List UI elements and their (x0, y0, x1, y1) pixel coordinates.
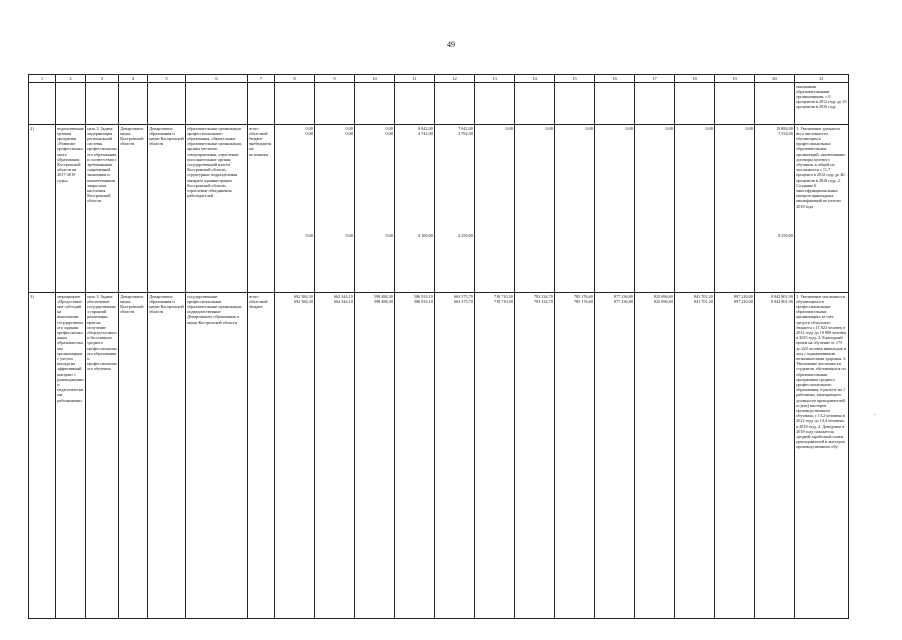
column-number: 15 (555, 75, 595, 83)
funding-value: 586 933,10 (413, 293, 433, 299)
expected-results: 1. Увеличение численности обучающихся в профессиональных образовательных организациях за счет средств областного бюджета с 11 023 человек в 2012 году до 10 900 человек в 2025 году. 2. Ежегодный прием на обучение от 175 до 220 человек инвалидов и лиц с ограниченными возможностями здоровья. 3. Увеличение численности студентов, обучающихся по образовательным программам среднего профессионального образования, в расчете на 1 работника, замещающего должности преподавателей и (или) мастеров производственного обучения, с 13,2 человека в 2012 году до 14,4 человека в 2018 году. 4. Доведение в 2018 году показателя средней заработной платы преподавателей и мастеров производственного обу- (795, 293, 849, 619)
funding-value-cell (515, 293, 555, 619)
funding-sources (248, 125, 275, 293)
funding-value-cell (675, 293, 715, 619)
expected-results: 1. Увеличение удельного веса численности обучающихся профессиональных образовательных организаций, заключивших договоры целевого обучения, в общей их численности с 11,7 процента в 2012 году до 40 процентов в 2018 году. 2. Создание 6 многофункциональных центров прикладных квалификаций по итогам 2018 года (795, 125, 849, 293)
funding-value-cell (435, 125, 475, 293)
funding-value: 4 250,00 (458, 232, 473, 238)
funding-value: 7 534,00 (778, 130, 793, 136)
funding-source-label: внебюджетные источники (249, 141, 272, 157)
margin-mark: - (874, 412, 876, 418)
funding-value-cell (355, 125, 395, 293)
column-number: 3 (86, 75, 119, 83)
funding-value: 7 042,00 (458, 125, 473, 131)
funding-value: 785 176,60 (573, 298, 593, 304)
column-number: 19 (715, 75, 755, 83)
funding-value-cell (475, 125, 515, 293)
funding-value: 15 884,00 (776, 125, 793, 131)
funding-value: 793 334,70 (533, 298, 553, 304)
funding-value: 8 942 801,90 (770, 293, 793, 299)
funding-value: 2 792,00 (458, 130, 473, 136)
funding-value-cell (595, 125, 635, 293)
funding-value: 793 334,70 (533, 293, 553, 299)
carry-over-results: ональными образовательными организациями, с 0 процентов в 2012 году до 10 процентов в 2016 году (795, 83, 849, 125)
program-goal: цель 3. Задача: обеспечение государственных гарантий реализации прав на получение общедоступного и бесплатного среднего профессионального образования и профессионального обучения (86, 293, 119, 619)
funding-value: 877 236,80 (613, 293, 633, 299)
program-name: ведомственная целевая программа «Развитие профессионального образования Костромской области на 2017-2019 годы» (56, 125, 86, 293)
funding-value-cell (515, 125, 555, 293)
funding-value: 0,00 (385, 232, 393, 238)
funding-value-cell (475, 293, 515, 619)
funding-value: 0,00 (625, 125, 633, 131)
funding-value: 0,00 (585, 125, 593, 131)
funding-value-cell (555, 125, 595, 293)
funding-value: 897 220,00 (733, 293, 753, 299)
funding-value-cell (755, 125, 795, 293)
funding-value: 692 384,30 (293, 298, 313, 304)
column-number-row (29, 75, 849, 83)
column-number: 10 (355, 75, 395, 83)
funding-value: 0,00 (305, 232, 313, 238)
funding-value: 662 344,10 (333, 298, 353, 304)
funding-value: 692 384,30 (293, 293, 313, 299)
funding-value: 8 942 801,90 (770, 298, 793, 304)
funding-value: 841 701,20 (693, 298, 713, 304)
column-number: 17 (635, 75, 675, 83)
column-number: 21 (795, 75, 849, 83)
participants: государственные профессиональные образовательные организации, подведомственные Департаменту образования и науки Костромской области (186, 293, 248, 619)
row-number: 3) (29, 293, 56, 619)
funding-value: 0,00 (385, 130, 393, 136)
page-number: 49 (447, 40, 455, 49)
funding-sources (248, 293, 275, 619)
funding-value-cell (715, 293, 755, 619)
funding-value-cell (635, 293, 675, 619)
funding-value-cell (395, 125, 435, 293)
funding-value: 586 933,10 (413, 298, 433, 304)
column-number: 18 (675, 75, 715, 83)
funding-value: 0,00 (545, 125, 553, 131)
funding-value-cell (555, 293, 595, 619)
program-name: мероприятие «Предоставление субсидий на выполнение государственного задания профессиональным образовательным организациям с учетом выхода на эффективный контракт с руководящими и педагогическими работниками» (56, 293, 86, 619)
column-number: 11 (395, 75, 435, 83)
funding-source-label: всего (249, 125, 259, 131)
funding-value: 4 742,00 (418, 130, 433, 136)
table-row (29, 125, 849, 293)
column-number: 7 (248, 75, 275, 83)
funding-source-label: областной бюджет (249, 130, 268, 141)
funding-value: 841 701,20 (693, 293, 713, 299)
funding-value: 8 350,00 (778, 232, 793, 238)
column-number: 2 (56, 75, 86, 83)
column-number: 20 (755, 75, 795, 83)
funding-value: 598 488,30 (373, 293, 393, 299)
funding-source-label: всего (249, 293, 259, 299)
funding-value-cell (435, 293, 475, 619)
column-number: 9 (315, 75, 355, 83)
funding-value: 825 696,60 (653, 298, 673, 304)
funding-value-cell (355, 293, 395, 619)
funding-value: 0,00 (665, 125, 673, 131)
funding-value-cell (635, 125, 675, 293)
program-goal: цель 3. Задача: модернизация региональной системы профессионального образования и соответствия с требованиями современной экономики и компетенциями запросами населения Костромской области (86, 125, 119, 293)
funding-value: 662 344,10 (333, 293, 353, 299)
funding-value: 718 710,50 (493, 298, 513, 304)
funding-value-cell (755, 293, 795, 619)
funding-value: 663 575,70 (453, 298, 473, 304)
funding-value-cell (315, 125, 355, 293)
funding-value-cell (395, 293, 435, 619)
funding-value: 598 488,30 (373, 298, 393, 304)
column-number: 13 (475, 75, 515, 83)
column-number: 8 (275, 75, 315, 83)
column-number: 12 (435, 75, 475, 83)
funding-value: 0,00 (305, 125, 313, 131)
funding-value: 0,00 (705, 125, 713, 131)
column-number: 5 (148, 75, 186, 83)
funding-value: 877 236,80 (613, 298, 633, 304)
co-executor: Департамент образования и науки Костромской области (148, 293, 186, 619)
funding-value: 0,00 (345, 130, 353, 136)
participants: образовательные организации профессионального образования, обязательные образовательные организации, органы местного самоуправления, отраслевые исполнительные органы государственной власти Костромской области, структурные подразделения аппарата администрации Костромской области, отраслевые объединения работодателей (186, 125, 248, 293)
column-number: 14 (515, 75, 555, 83)
funding-value-cell (595, 293, 635, 619)
row-number: 2) (29, 125, 56, 293)
carry-over-row (29, 83, 849, 125)
responsible-executor: Департамент науки Костромской области (119, 293, 148, 619)
responsible-executor: Департамент науки Костромской области (119, 125, 148, 293)
funding-value: 0,00 (745, 125, 753, 131)
funding-value-cell (275, 125, 315, 293)
funding-value: 663 575,70 (453, 293, 473, 299)
funding-value: 785 176,60 (573, 293, 593, 299)
program-table (28, 74, 849, 619)
funding-value: 0,00 (345, 125, 353, 131)
funding-value: 8 842,00 (418, 125, 433, 131)
column-number: 1 (29, 75, 56, 83)
funding-value-cell (315, 293, 355, 619)
funding-value: 718 710,50 (493, 293, 513, 299)
funding-value: 4 100,00 (418, 232, 433, 238)
funding-value: 825 696,60 (653, 293, 673, 299)
funding-source-label: областной бюджет (249, 298, 268, 309)
column-number: 16 (595, 75, 635, 83)
funding-value-cell (715, 125, 755, 293)
funding-value: 0,00 (345, 232, 353, 238)
funding-value: 897 220,00 (733, 298, 753, 304)
column-number: 6 (186, 75, 248, 83)
funding-value: 0,00 (305, 130, 313, 136)
funding-value-cell (675, 125, 715, 293)
column-number: 4 (119, 75, 148, 83)
co-executor: Департамент образования и науки Костромской области (148, 125, 186, 293)
table-row (29, 293, 849, 619)
funding-value-cell (275, 293, 315, 619)
funding-value: 0,00 (385, 125, 393, 131)
funding-value: 0,00 (505, 125, 513, 131)
